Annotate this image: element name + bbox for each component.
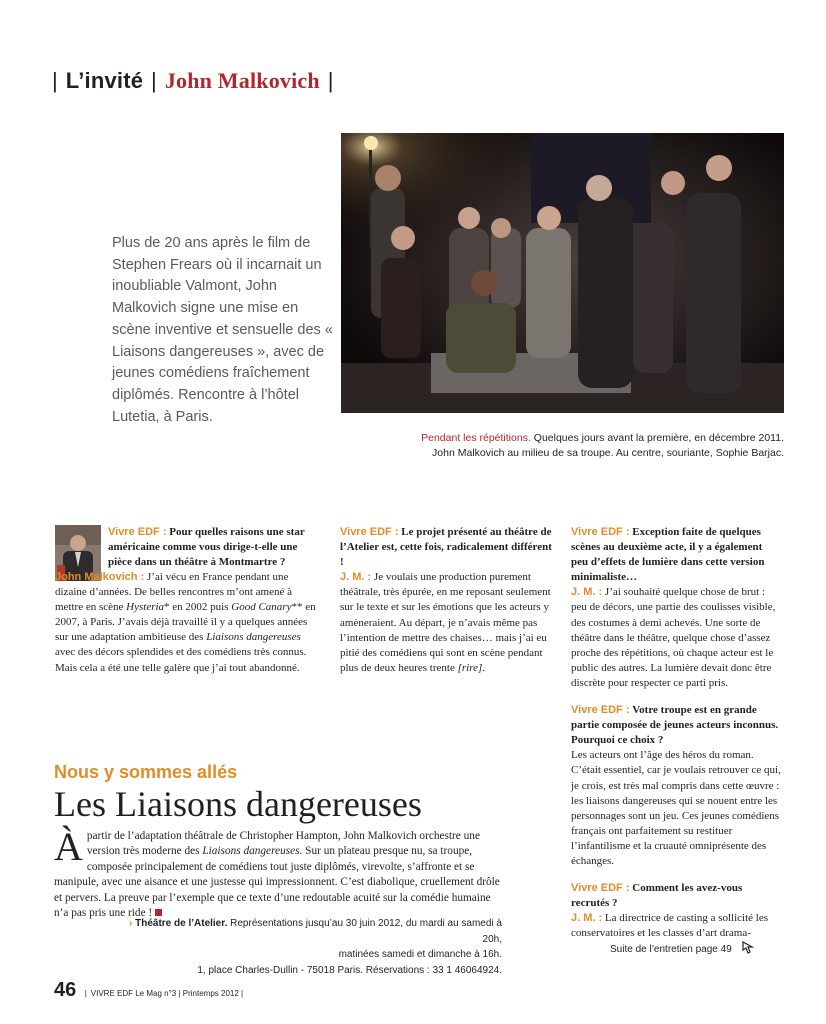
interview-question: Votre troupe est en grande partie composée de jeunes acteurs inconnus. Pourquoi ce choix ? (571, 704, 779, 747)
page-number: 46 (54, 979, 77, 1001)
interview-question: Comment les avez-vous recrutés ? (571, 882, 743, 910)
interviewer-label: Vivre EDF : (108, 526, 167, 538)
answer-text: ** en 2007, à Paris. J’avais déjà travaillé il y a quelques années sur une adaptation ambitieuse des (55, 601, 316, 644)
caption-text: Quelques jours avant la première, en décembre 2011. (530, 432, 784, 444)
publication-info: VIVRE EDF Le Mag n°3 | Printemps 2012 | (90, 989, 244, 998)
drop-cap: À (54, 824, 83, 869)
review-kicker: Nous y sommes allés (54, 762, 238, 782)
continued-link[interactable] (610, 941, 757, 958)
answer-label: J. M. : (571, 586, 603, 599)
pointer-hand-icon (741, 941, 757, 958)
review-text-italic: Liaisons dangereuses (202, 845, 300, 858)
answer-text: Je voulais une production purement théâtrale, très épurée, en me reposant seulement sur le texte et sur les émotions que les acteurs y amèneraient. Au départ, je n’avais même pas l’intention de mettre des chaises… mais j’ai eu pitié des comédiens qui sont en scène pendant plus de deux heures trente (340, 571, 551, 674)
answer-text: Les acteurs ont l’âge des héros du roman. C’était essentiel, car je voulais retrouver ce qui, je crois, est très mal compris dans cette œuvre : les liaisons dangereuses qui se nouent entre les personnages sont un jeu. Ces jeunes comédiens français ont parfaitement su restituer l’infantilisme et la cruauté omniprésente des échanges. (571, 749, 781, 867)
answer-text-italic: [rire] (457, 661, 483, 674)
interviewer-label: Vivre EDF : (571, 526, 630, 538)
interview-question: Exception faite de quelques scènes au deuxième acte, il y a également peu d’effets de lumière dans cette version minimaliste… (571, 526, 765, 584)
venue-matinees: matinées samedi et dimanche à 16h. (338, 949, 502, 960)
end-mark (155, 909, 162, 916)
interview-question: Pour quelles raisons une star américaine comme vous dirige-t-elle une pièce dans un théâtre à Montmartre ? (108, 526, 305, 569)
answer-text: J’ai souhaité quelque chose de brut : peu de décors, une partie des coulisses visible, des costumes à demi achevés. Une sorte de théâtre dans le théâtre, quelque chose d’assez proche des répétitions, où chaque acteur est le public des autres. La lumière devait donc être discrète pour respecter ce parti pris. (571, 586, 776, 689)
answer-label: J. M. : (340, 571, 372, 584)
answer-label: J. M. : (571, 912, 603, 925)
divider: | (327, 68, 334, 93)
interviewer-label: Vivre EDF : (340, 526, 399, 538)
interview-column-2 (340, 525, 552, 676)
answer-text: La directrice de casting a sollicité les conservatoires et les classes d’art drama- (571, 912, 769, 940)
answer-label: John Malkovich : (55, 571, 145, 583)
answer-text: avec des décors splendides et des comédiens très connus. Mais cela a été une telle galère que j’ai tout abandonné. (55, 646, 307, 674)
interview-column-3 (571, 525, 781, 941)
intro-text: Plus de 20 ans après le film de Stephen Frears où il incarnait un inoubliable Valmont, John Malkovich signe une mise en scène inventive et sensuelle des « Liaisons dangereuses », avec de jeunes comédiens fraîchement diplômés. Rencontre à l’hôtel Lutetia, à Paris. (112, 235, 333, 425)
answer-text: . (482, 661, 486, 674)
rehearsal-photo-image (341, 133, 784, 413)
section-title: L’invité (65, 68, 144, 93)
continued-text: Suite de l’entretien page 49 (610, 944, 732, 956)
photo-caption (380, 431, 784, 461)
answer-text-italic: Good Canary (231, 601, 292, 614)
page-footer (54, 979, 243, 1002)
review-title: Les Liaisons dangereuses (54, 784, 422, 824)
divider: | (151, 68, 157, 93)
guest-name: John Malkovich (164, 68, 320, 93)
caption-text: John Malkovich au milieu de sa troupe. Au centre, souriante, Sophie Barjac. (432, 447, 784, 459)
review-text: . Sur un plateau presque nu, sa troupe, composée principalement de comédiens tout juste diplômés, virevolte, s’affronte et se manipule, avec une aisance et une justesse qui impressionnent. C’est diabolique, cruellement drôle et pervers. La preuve par l’exemple que ce texte d’une redoutable acuité sur la comédie humaine n’a pas pris une ride ! (54, 845, 500, 920)
interview-answer-1 (55, 570, 317, 676)
caption-highlight: Pendant les répétitions. (421, 432, 531, 444)
review-body (54, 824, 502, 921)
arrow-icon: › (128, 918, 133, 929)
answer-text-italic: Liaisons dangereuses (206, 631, 301, 644)
divider: | (52, 68, 58, 93)
interviewer-label: Vivre EDF : (571, 882, 630, 895)
rehearsal-photo (341, 133, 784, 413)
interview-column-1 (108, 525, 316, 570)
review-text: partir de l’adaptation théâtrale de Christopher Hampton, John Malkovich orchestre une version très moderne des (86, 830, 480, 858)
interviewer-label: Vivre EDF : (571, 704, 630, 717)
interview-question: Le projet présenté au théâtre de l’Atelier est, cette fois, radicalement différent ! (340, 526, 552, 569)
venue-name: Théâtre de l’Atelier. (135, 918, 228, 929)
divider: | (84, 989, 87, 998)
answer-text: * en 2002 puis (164, 601, 232, 614)
section-header (52, 68, 334, 94)
answer-text: J’ai vécu en France pendant une dizaine d’années. De belles rencontres m’ont amené à mettre en scène (55, 571, 293, 614)
venue-info (110, 916, 502, 978)
venue-address: 1, place Charles-Dullin - 75018 Paris. Réservations : 33 1 46064924. (197, 964, 502, 976)
venue-dates: Représentations jusqu’au 30 juin 2012, du mardi au samedi à 20h, (227, 918, 502, 945)
answer-text-italic: Hysteria (126, 601, 165, 614)
